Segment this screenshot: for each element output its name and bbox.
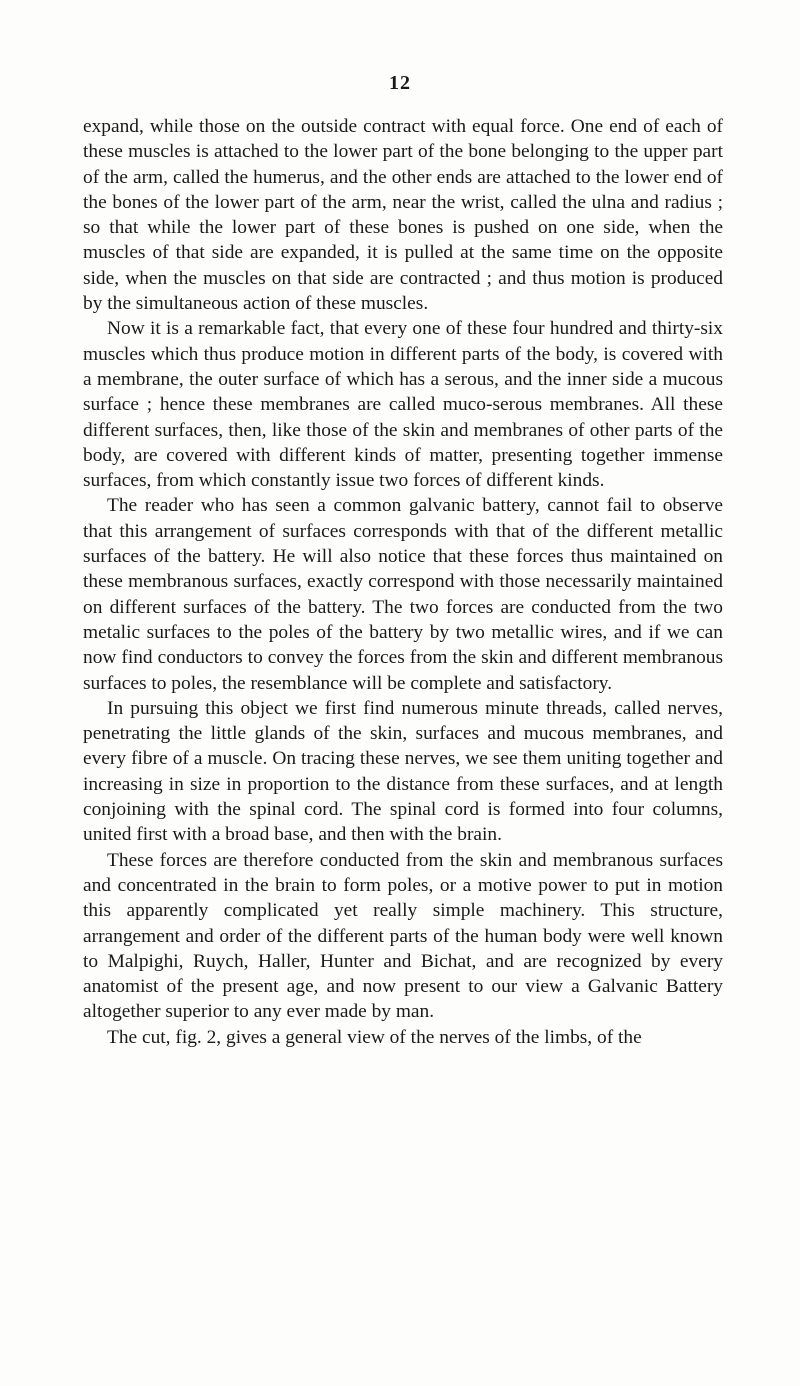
page-number: 12 [389, 72, 411, 94]
paragraph-motive-power: These forces are therefore conducted from the skin and membranous surfaces and concentrated in the brain to form poles, or a motive power to put in motion this apparently complicated yet really simple machinery. This structure, arrangement and order of the different parts of the human body were well known to Malpighi, Ruych, Haller, Hunter and Bichat, and are recognized by every anatomist of the present age, and now present to our view a Galvanic Battery altogether superior to any ever made by man. [83, 849, 723, 1023]
paragraph-muscle-action: expand, while those on the outside contract with equal force. One end of each of these muscles is attached to the lower part of the bone belonging to the upper part of the arm, called the humerus, and the other ends are attached to the lower end of the bones of the lower part of the arm, near the wrist, called the ulna and radius ; so that while the lower part of these bones is pushed on one side, when the muscles of that side are expanded, it is pulled at the same time on the opposite side, when the muscles on that side are contracted ; and thus motion is produced by the simultaneous action of these muscles. [83, 116, 723, 315]
paragraph-figure-reference: The cut, fig. 2, gives a general view of the nerves of the limbs, of the [107, 1026, 642, 1048]
paragraph-muco-serous-membranes: Now it is a remarkable fact, that every one of these four hundred and thirty-six muscles which thus produce motion in different parts of the body, is covered with a membrane, the outer surface of which has a serous, and the inner side a mucous surface ; hence these membranes are called muco-serous membranes. All these different surfaces, then, like those of the skin and membranes of other parts of the body, are covered with different kinds of matter, presenting together immense surfaces, from which constantly issue two forces of different kinds. [83, 318, 723, 492]
paragraph-nerves: In pursuing this object we first find numerous minute threads, called nerves, penetrating the little glands of the skin, surfaces and mucous membranes, and every fibre of a muscle. On tracing these nerves, we see them uniting together and increasing in size in proportion to the distance from these surfaces, and at length conjoining with the spinal cord. The spinal cord is formed into four columns, united first with a broad base, and then with the brain. [83, 697, 723, 846]
paragraph-galvanic-battery: The reader who has seen a common galvanic battery, cannot fail to observe that this arrangement of surfaces corresponds with that of the different metallic surfaces of the battery. He will also notice that these forces thus maintained on these membranous surfaces, exactly correspond with those necessarily maintained on different surfaces of the battery. The two forces are conducted from the two metalic surfaces to the poles of the battery by two metallic wires, and if we can now find conductors to convey the forces from the skin and different membranous surfaces to poles, the resemblance will be complete and satisfactory. [83, 495, 723, 694]
body-text [83, 114, 723, 1050]
